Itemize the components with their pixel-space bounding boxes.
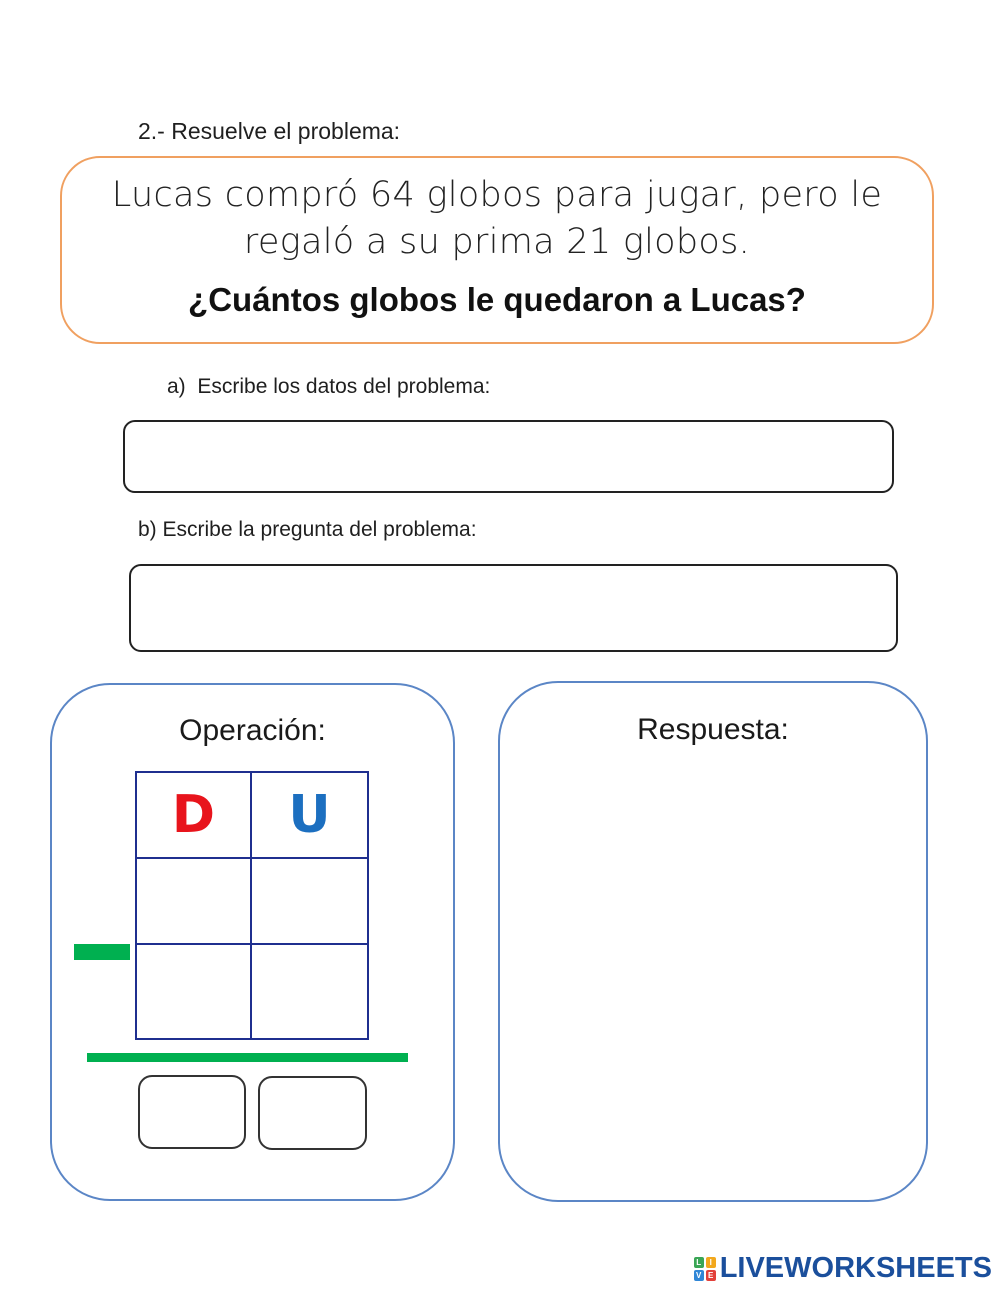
problem-question: ¿Cuántos globos le quedaron a Lucas? [188,281,806,318]
result-line [87,1053,408,1062]
logo-tile: L [694,1257,704,1268]
exercise-heading: 2.- Resuelve el problema: [138,118,401,144]
problem-line-1: Lucas compró 64 globos para jugar, pero le [111,175,883,215]
tens-header: D [171,785,216,845]
subtrahend-units-cell[interactable] [252,945,367,1038]
part-a-label [167,375,490,399]
result-tens-input[interactable] [138,1075,246,1149]
logo-tile: I [706,1257,716,1268]
part-a-marker: a) [167,375,186,398]
brand-name: LIVEWORKSHEETS [719,1252,992,1284]
units-header: U [288,785,331,845]
answer-title: Respuesta: [637,713,789,746]
logo-tile: V [694,1270,704,1281]
minuend-units-cell[interactable] [252,859,367,945]
minus-sign-icon [74,944,130,960]
liveworksheets-logo [694,1252,992,1285]
minuend-tens-cell[interactable] [137,859,252,945]
logo-tile: E [706,1270,716,1281]
logo-tiles-icon [694,1257,716,1281]
problem-line-2: regaló a su prima 21 globos. [243,222,751,262]
operation-title: Operación: [179,714,326,747]
units-header-cell [252,773,367,859]
data-answer-input[interactable] [123,420,894,493]
part-b-label: b) Escribe la pregunta del problema: [138,518,477,541]
answer-panel[interactable] [498,681,928,1202]
tens-header-cell [137,773,252,859]
part-a-text: Escribe los datos del problema: [197,375,491,398]
question-answer-input[interactable] [129,564,898,652]
result-units-input[interactable] [258,1076,367,1150]
subtrahend-tens-cell[interactable] [137,945,252,1038]
place-value-grid [135,771,369,1040]
